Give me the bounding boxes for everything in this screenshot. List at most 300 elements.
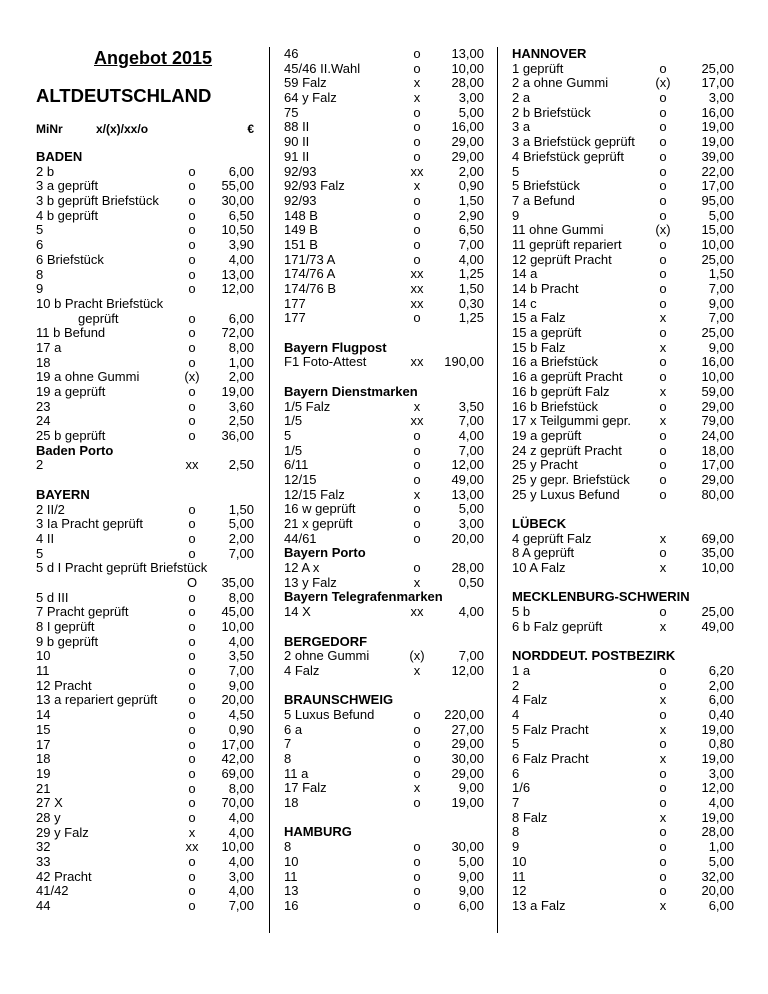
- price-row: [284, 76, 484, 91]
- price: 3,00: [458, 516, 484, 531]
- price-row: [512, 840, 734, 855]
- price-row: [36, 635, 254, 650]
- section-mecklenburg-schwerin: [512, 590, 734, 634]
- price-row: [512, 620, 734, 635]
- catalog-number: 17 x Teilgummi gepr.: [512, 413, 631, 429]
- price: 5,00: [228, 516, 254, 532]
- price-row: [284, 884, 484, 899]
- price: 2,00: [708, 677, 734, 693]
- price-row: [36, 708, 254, 723]
- catalog-number: 3 a geprüft: [36, 178, 99, 194]
- catalog-number: 92/93: [284, 163, 317, 179]
- condition-code: o: [659, 354, 667, 370]
- price: 8,00: [228, 780, 254, 796]
- condition-code: o: [188, 530, 196, 546]
- price-row: [284, 664, 484, 679]
- condition-code: x: [659, 383, 667, 399]
- price: 25,00: [701, 251, 734, 267]
- condition-code: o: [659, 545, 667, 561]
- condition-code: x: [659, 310, 667, 326]
- catalog-number: 10: [284, 853, 299, 869]
- price-row: [284, 444, 484, 459]
- catalog-number: 10: [36, 648, 51, 664]
- price: 10,00: [221, 839, 254, 855]
- catalog-number: 16 b Briefstück: [512, 398, 598, 414]
- price: 2,50: [228, 413, 254, 429]
- condition-code: o: [659, 295, 667, 311]
- catalog-number: 10: [512, 853, 527, 869]
- left-column: [36, 47, 254, 914]
- price-row: [36, 297, 254, 312]
- condition-code: o: [188, 648, 196, 664]
- catalog-number: 6/11: [284, 457, 309, 473]
- price: 3,00: [228, 868, 254, 884]
- price: 3,50: [228, 648, 254, 664]
- header-minr: MiNr: [36, 122, 63, 136]
- price: 29,00: [701, 471, 734, 487]
- condition-code: x: [659, 751, 667, 766]
- condition-code: x: [413, 486, 421, 502]
- price: 12,00: [451, 457, 484, 473]
- price-row: [36, 223, 254, 238]
- condition-code: xx: [410, 295, 424, 311]
- price: 19,00: [701, 134, 734, 150]
- price-row: [512, 253, 734, 268]
- catalog-number: 24 z geprüft Pracht: [512, 442, 622, 458]
- condition-code: o: [413, 442, 421, 458]
- catalog-number: 11 b Befund: [36, 325, 106, 341]
- section-title: Baden Porto: [36, 442, 114, 458]
- price-row: [36, 738, 254, 753]
- price-row: [36, 591, 254, 606]
- price: 32,00: [701, 868, 734, 884]
- catalog-number: 1/5: [284, 442, 303, 458]
- condition-code: o: [188, 736, 196, 752]
- catalog-number: 5 Briefstück: [512, 178, 580, 194]
- price: 35,00: [701, 545, 734, 561]
- condition-code: o: [188, 354, 196, 370]
- catalog-number: 5 b: [512, 604, 531, 620]
- price: 9,00: [708, 295, 734, 311]
- price: 25,00: [701, 60, 734, 76]
- catalog-number: 88 II: [284, 119, 310, 135]
- price: 25,00: [701, 604, 734, 620]
- price-row: [512, 400, 734, 415]
- condition-code: o: [188, 898, 196, 914]
- price-row: [512, 546, 734, 561]
- catalog-number: 1 a: [512, 662, 531, 678]
- price-row: [284, 223, 484, 238]
- price: 7,00: [228, 663, 254, 679]
- price-row: [512, 532, 734, 547]
- catalog-number: 7 Pracht geprüft: [36, 604, 129, 620]
- catalog-number: 8 I geprüft: [36, 619, 95, 634]
- price: 12,00: [451, 662, 484, 678]
- section-bayern-continued: [284, 47, 484, 326]
- condition-code: o: [659, 457, 667, 473]
- condition-code: o: [413, 134, 421, 150]
- price: 17,00: [701, 457, 734, 473]
- price-row: [36, 356, 254, 371]
- condition-code: o: [188, 677, 196, 693]
- condition-code: o: [659, 134, 667, 150]
- price-row: [512, 370, 734, 385]
- catalog-number: 13 y Falz: [284, 574, 337, 590]
- price-row: [284, 106, 484, 121]
- catalog-number: 3 Ia Pracht geprüft: [36, 516, 143, 532]
- condition-code: o: [659, 207, 667, 223]
- price: 25,00: [701, 325, 734, 341]
- price: 9,00: [458, 780, 484, 796]
- catalog-number: 8 A geprüft: [512, 545, 575, 561]
- price: 27,00: [451, 721, 484, 737]
- catalog-number: 23: [36, 398, 51, 414]
- price-row: [512, 209, 734, 224]
- price: 79,00: [701, 413, 734, 429]
- price-row: [36, 458, 254, 473]
- price-row: [36, 253, 254, 268]
- spacer: [512, 502, 734, 517]
- catalog-number: 6 Falz Pracht: [512, 751, 589, 766]
- price: 4,00: [458, 427, 484, 443]
- price: 1,00: [708, 839, 734, 855]
- condition-code: o: [659, 427, 667, 443]
- price-row: [512, 693, 734, 708]
- price-row: [284, 47, 484, 62]
- price-row: [284, 561, 484, 576]
- condition-code: o: [413, 853, 421, 869]
- catalog-number: 18: [36, 354, 51, 370]
- condition-code: o: [659, 795, 667, 811]
- spacer: [284, 679, 484, 694]
- price-row: [36, 884, 254, 899]
- price-row: [512, 781, 734, 796]
- price: 69,00: [701, 530, 734, 546]
- condition-code: o: [413, 501, 421, 517]
- price-row: [512, 267, 734, 282]
- price-row: [284, 414, 484, 429]
- price: 8,00: [228, 589, 254, 605]
- catalog-number: 17: [36, 736, 51, 752]
- price: 5,00: [458, 501, 484, 517]
- catalog-number: 3 b geprüft Briefstück: [36, 193, 159, 209]
- condition-code: x: [413, 90, 421, 106]
- catalog-number: geprüft: [78, 310, 119, 326]
- price: 0,30: [458, 295, 484, 311]
- price-row: [284, 708, 484, 723]
- price: 4,00: [458, 251, 484, 267]
- condition-code: o: [413, 46, 421, 61]
- catalog-number: 9 b geprüft: [36, 633, 99, 649]
- price-row: [512, 150, 734, 165]
- section-title: Bayern Flugpost: [284, 339, 387, 355]
- price-row: [284, 840, 484, 855]
- price: 2,50: [228, 457, 254, 473]
- price: 2,90: [458, 207, 484, 223]
- section-norddeut-postbezirk: [512, 649, 734, 913]
- condition-code: o: [413, 148, 421, 164]
- price: 20,00: [221, 692, 254, 708]
- condition-code: o: [659, 868, 667, 884]
- price: 0,50: [458, 574, 484, 590]
- catalog-number: 5 d I Pracht geprüft Briefstück: [36, 560, 208, 576]
- condition-code: o: [659, 251, 667, 267]
- catalog-number: 2 b Briefstück: [512, 104, 591, 120]
- price: 5,00: [458, 104, 484, 120]
- spacer: [284, 326, 484, 341]
- catalog-number: 15 a Falz: [512, 310, 566, 326]
- price-row: [36, 385, 254, 400]
- price-row: [512, 488, 734, 503]
- price: 9,00: [458, 868, 484, 884]
- price: 4,00: [228, 854, 254, 869]
- price: 7,00: [458, 648, 484, 664]
- condition-code: (x): [184, 369, 200, 385]
- catalog-number: 12/15 Falz: [284, 486, 345, 502]
- catalog-number: 16: [284, 897, 299, 913]
- catalog-number: 91 II: [284, 148, 310, 164]
- price-row: [36, 620, 254, 635]
- condition-code: o: [188, 633, 196, 649]
- price: 5,00: [458, 853, 484, 869]
- condition-code: o: [659, 706, 667, 722]
- condition-code: x: [413, 398, 421, 414]
- catalog-number: 6 a: [284, 721, 303, 737]
- catalog-number: 4 geprüft Falz: [512, 530, 592, 546]
- catalog-number: 4 b geprüft: [36, 207, 99, 223]
- spacer: [284, 370, 484, 385]
- catalog-number: 6: [36, 237, 44, 253]
- catalog-number: 5: [284, 427, 292, 443]
- price-row: [284, 796, 484, 811]
- price-row: [36, 679, 254, 694]
- catalog-number: 4 Briefstück geprüft: [512, 148, 624, 164]
- catalog-number: 14 c: [512, 295, 537, 311]
- price: 30,00: [451, 839, 484, 855]
- price: 5,00: [708, 207, 734, 223]
- price-row: [512, 223, 734, 238]
- price-row: [284, 532, 484, 547]
- catalog-number: 15 a geprüft: [512, 325, 582, 341]
- price-row: [36, 752, 254, 767]
- price-row: [36, 840, 254, 855]
- catalog-number: 19: [36, 765, 51, 781]
- price: 2,00: [228, 530, 254, 546]
- price-row: [36, 547, 254, 562]
- catalog-number: 6: [512, 765, 520, 781]
- condition-code: o: [188, 604, 196, 620]
- catalog-number: 14 b Pracht: [512, 281, 579, 296]
- condition-code: o: [413, 516, 421, 531]
- condition-code: x: [659, 618, 667, 634]
- price-row: [512, 282, 734, 297]
- catalog-number: 12/15: [284, 471, 317, 487]
- catalog-number: 11: [284, 868, 298, 884]
- price: 1,50: [458, 281, 484, 296]
- price-row: [284, 870, 484, 885]
- price: 7,00: [228, 898, 254, 914]
- price: 18,00: [701, 442, 734, 458]
- condition-code: (x): [409, 648, 425, 664]
- condition-code: xx: [410, 266, 424, 282]
- price-row: [284, 737, 484, 752]
- price-row: [512, 91, 734, 106]
- condition-code: o: [413, 119, 421, 135]
- section-title: Bayern Telegrafenmarken: [284, 589, 443, 605]
- condition-code: o: [659, 471, 667, 487]
- catalog-number: 2 a ohne Gummi: [512, 75, 609, 91]
- price-row: [36, 268, 254, 283]
- spacer: [512, 635, 734, 650]
- catalog-number: 19 a ohne Gummi: [36, 369, 140, 385]
- price: 10,00: [451, 60, 484, 76]
- price-row: [284, 458, 484, 473]
- condition-code: x: [659, 530, 667, 546]
- price-row: [284, 899, 484, 914]
- catalog-number: 14 X: [284, 604, 311, 620]
- price-row: [36, 561, 254, 576]
- price: 9,00: [708, 339, 734, 355]
- price-row: [36, 517, 254, 532]
- price: 7,00: [458, 236, 484, 252]
- price-row: [284, 282, 484, 297]
- catalog-number: 29 y Falz: [36, 824, 89, 840]
- section-bergedorf: [284, 635, 484, 679]
- price-row: [36, 811, 254, 826]
- catalog-number: 1/6: [512, 780, 531, 796]
- price: 20,00: [701, 883, 734, 899]
- price-row: [284, 752, 484, 767]
- price: 19,00: [701, 809, 734, 825]
- price-row: [284, 355, 484, 370]
- price-row: [36, 767, 254, 782]
- price: 59,00: [701, 383, 734, 399]
- price-row: [512, 385, 734, 400]
- price: 69,00: [221, 765, 254, 781]
- spacer: [36, 473, 254, 488]
- price-row: [36, 370, 254, 385]
- price-row: [36, 664, 254, 679]
- column-header: [36, 122, 254, 137]
- catalog-number: 92/93: [284, 192, 317, 208]
- condition-code: xx: [410, 281, 424, 296]
- price: 28,00: [701, 824, 734, 840]
- price-row: [36, 326, 254, 341]
- section-title: HAMBURG: [284, 824, 352, 840]
- price-row: [512, 179, 734, 194]
- price: 95,00: [701, 192, 734, 208]
- condition-code: o: [659, 839, 667, 855]
- condition-code: x: [659, 897, 667, 913]
- catalog-number: 16 a geprüft Pracht: [512, 369, 623, 385]
- price-row: [284, 179, 484, 194]
- catalog-number: 16 b geprüft Falz: [512, 383, 610, 399]
- catalog-number: 11 ohne Gummi: [512, 222, 604, 238]
- page-title: Angebot 2015: [93, 48, 213, 68]
- price: 17,00: [701, 178, 734, 194]
- price: 19,00: [701, 751, 734, 766]
- price: 9,00: [228, 677, 254, 693]
- condition-code: o: [413, 427, 421, 443]
- price: 29,00: [701, 398, 734, 414]
- catalog-number: 17 Falz: [284, 780, 327, 796]
- catalog-number: 6 b Falz geprüft: [512, 618, 603, 634]
- price-row: [36, 312, 254, 327]
- condition-code: o: [659, 90, 667, 106]
- price-row: [512, 767, 734, 782]
- section-title: NORDDEUT. POSTBEZIRK: [512, 648, 676, 664]
- catalog-number: 8: [284, 751, 292, 766]
- price-row: [512, 429, 734, 444]
- catalog-number: 13 a Falz: [512, 897, 566, 913]
- catalog-number: 11 geprüft repariert: [512, 236, 622, 252]
- price-row: [284, 311, 484, 326]
- condition-code: o: [188, 721, 196, 737]
- catalog-number: 16 w geprüft: [284, 501, 356, 517]
- price-row: [512, 106, 734, 121]
- catalog-number: 41/42: [36, 883, 69, 899]
- price: 7,00: [708, 310, 734, 326]
- price-row: [512, 723, 734, 738]
- price-row: [512, 899, 734, 914]
- condition-code: o: [413, 751, 421, 766]
- catalog-number: 14: [36, 707, 51, 723]
- price-row: [512, 194, 734, 209]
- catalog-number: 21: [36, 780, 51, 796]
- catalog-number: 18: [36, 751, 51, 767]
- catalog-number: 177: [284, 295, 306, 311]
- condition-code: x: [413, 75, 421, 91]
- price: 7,00: [458, 413, 484, 429]
- catalog-number: 64 y Falz: [284, 90, 337, 106]
- catalog-number: 14 a: [512, 266, 538, 282]
- catalog-number: 12 A x: [284, 560, 320, 576]
- condition-code: o: [188, 883, 196, 899]
- condition-code: o: [188, 707, 196, 723]
- price: 9,00: [458, 883, 484, 899]
- spacer: [284, 811, 484, 826]
- price: 29,00: [451, 736, 484, 752]
- price-row: [284, 855, 484, 870]
- spacer: [512, 576, 734, 591]
- price: 220,00: [444, 706, 484, 722]
- column-divider: [269, 47, 270, 933]
- price: 55,00: [221, 178, 254, 194]
- catalog-number: 44: [36, 898, 51, 914]
- price-row: [512, 708, 734, 723]
- catalog-number: 9: [512, 839, 520, 855]
- catalog-number: 27 X: [36, 795, 63, 811]
- price-row: [284, 91, 484, 106]
- section-luebeck: [512, 517, 734, 576]
- catalog-number: 5: [512, 163, 520, 179]
- price-row: [512, 752, 734, 767]
- price: 6,50: [228, 207, 254, 223]
- price-row: [36, 179, 254, 194]
- condition-code: o: [188, 868, 196, 884]
- price-row: [512, 297, 734, 312]
- price-row: [512, 825, 734, 840]
- section-title: BERGEDORF: [284, 633, 368, 649]
- condition-code: o: [188, 339, 196, 355]
- section-baden-porto: [36, 444, 254, 473]
- price-row: [512, 62, 734, 77]
- catalog-number: 25 y Luxus Befund: [512, 486, 620, 502]
- price-row: [36, 782, 254, 797]
- catalog-number: 46: [284, 46, 299, 61]
- condition-code: o: [659, 325, 667, 341]
- price-row: [36, 870, 254, 885]
